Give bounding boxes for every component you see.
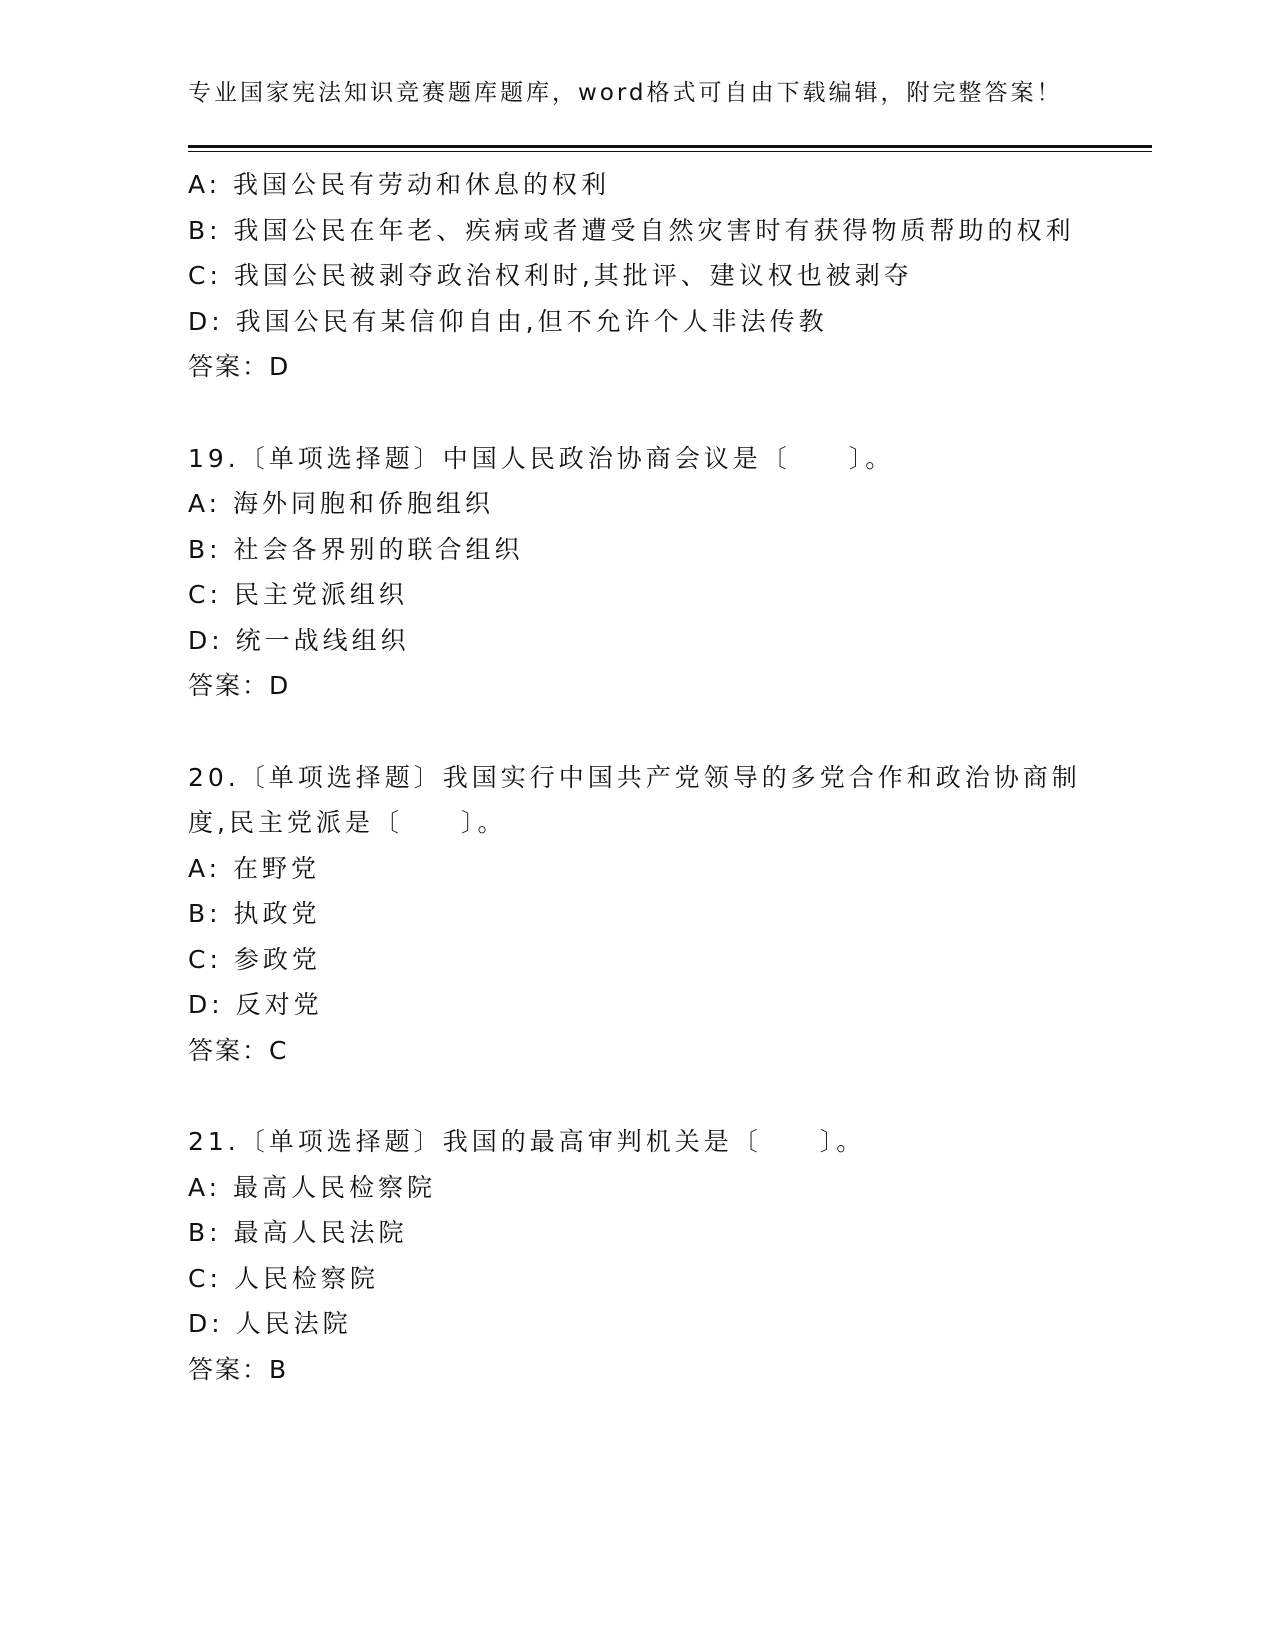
option-a: A: 我国公民有劳动和休息的权利	[188, 170, 611, 199]
option-d: D: 反对党	[188, 990, 323, 1019]
question-block-21	[188, 1119, 1128, 1392]
header-rule-thin	[188, 151, 1152, 152]
question-stem-continued: 度,民主党派是〔 〕。	[188, 808, 507, 837]
option-d: D: 我国公民有某信仰自由,但不允许个人非法传教	[188, 306, 828, 336]
page-header: 专业国家宪法知识竞赛题库题库，word格式可自由下载编辑，附完整答案！	[188, 80, 1063, 106]
question-list	[188, 162, 1128, 1392]
option-c: C: 民主党派组织	[188, 580, 408, 609]
option-c: C: 我国公民被剥夺政治权利时,其批评、建议权也被剥夺	[188, 261, 913, 290]
answer-line: 答案：D	[188, 671, 291, 700]
option-a: A: 最高人民检察院	[188, 1172, 437, 1202]
option-a: A: 海外同胞和侨胞组织	[188, 489, 495, 518]
option-b: B: 我国公民在年老、疾病或者遭受自然灾害时有获得物质帮助的权利	[188, 215, 1075, 245]
question-stem: 20.〔单项选择题〕我国实行中国共产党领导的多党合作和政治协商制	[188, 762, 1081, 792]
option-c: C: 人民检察院	[188, 1263, 379, 1293]
option-d: D: 统一战线组织	[188, 625, 410, 655]
option-d: D: 人民法院	[188, 1309, 352, 1338]
question-stem: 19.〔单项选择题〕中国人民政治协商会议是〔 〕。	[188, 443, 895, 473]
option-b: B: 最高人民法院	[188, 1218, 408, 1247]
question-stem: 21.〔单项选择题〕我国的最高审判机关是〔 〕。	[188, 1127, 866, 1156]
question-block-19	[188, 436, 1128, 709]
question-block-20	[188, 755, 1128, 1074]
option-c: C: 参政党	[188, 944, 321, 974]
option-a: A: 在野党	[188, 853, 321, 883]
header-rule-thick	[188, 145, 1152, 148]
answer-line: 答案：B	[188, 1354, 289, 1384]
option-b: B: 社会各界别的联合组织	[188, 534, 524, 564]
answer-line: 答案：C	[188, 1035, 289, 1065]
option-b: B: 执政党	[188, 899, 321, 928]
question-block-18	[188, 162, 1128, 390]
answer-line: 答案：D	[188, 352, 291, 381]
